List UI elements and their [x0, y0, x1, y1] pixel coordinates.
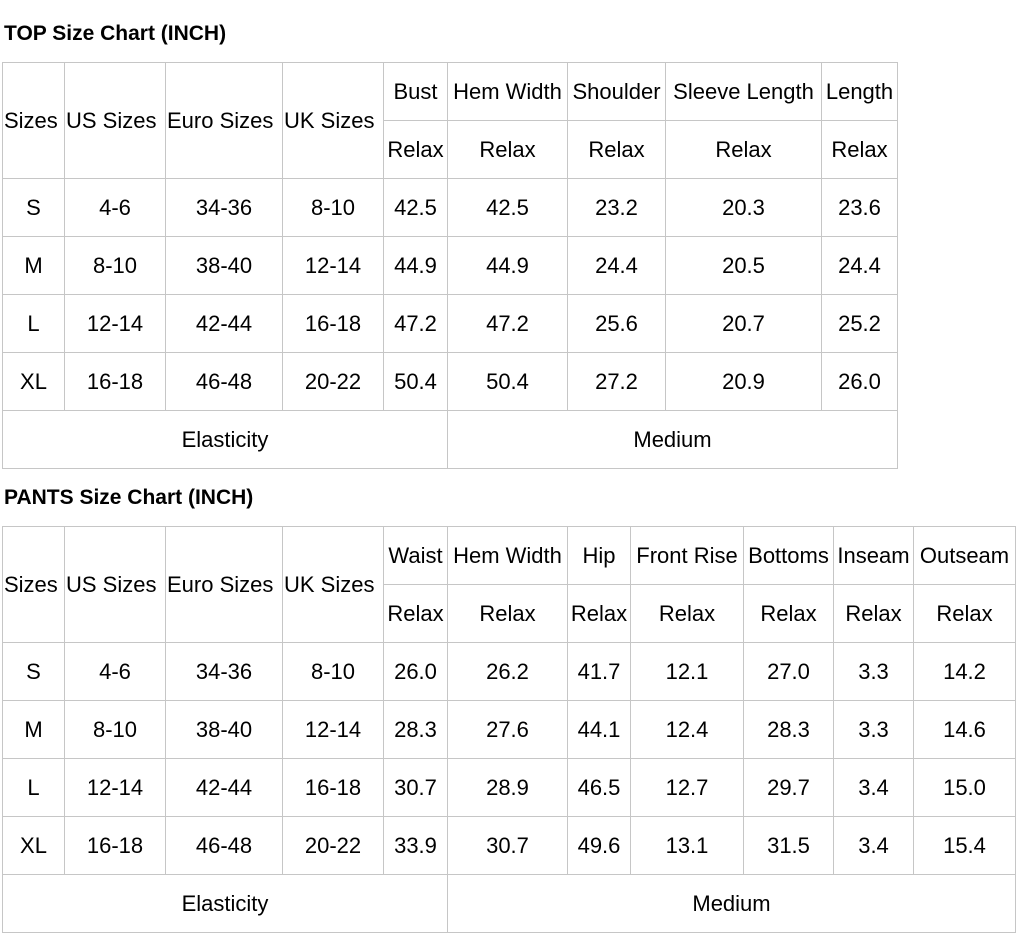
fit-label: Relax — [448, 585, 568, 643]
elasticity-row — [3, 411, 898, 469]
table-cell: 3.4 — [834, 817, 914, 875]
table-row-l — [3, 295, 898, 353]
header-uk-sizes: UK Sizes — [283, 63, 384, 179]
table-cell: 16-18 — [65, 817, 166, 875]
table-cell: 27.0 — [744, 643, 834, 701]
elasticity-label: Elasticity — [3, 411, 448, 469]
table-cell: 42-44 — [166, 759, 283, 817]
table-cell: 8-10 — [283, 179, 384, 237]
header-uk-sizes: UK Sizes — [283, 527, 384, 643]
table-cell: S — [3, 179, 65, 237]
table-row-s — [3, 179, 898, 237]
top-size-table — [2, 62, 898, 469]
header-hip: Hip — [568, 527, 631, 585]
table-cell: 12-14 — [283, 237, 384, 295]
header-euro-sizes: Euro Sizes — [166, 527, 283, 643]
fit-label: Relax — [384, 121, 448, 179]
table-row-xl — [3, 817, 1016, 875]
table-cell: 20.7 — [666, 295, 822, 353]
table-cell: 16-18 — [65, 353, 166, 411]
table-cell: XL — [3, 817, 65, 875]
table-cell: 4-6 — [65, 643, 166, 701]
table-row-xl — [3, 353, 898, 411]
header-hem-width: Hem Width — [448, 63, 568, 121]
table-cell: 23.2 — [568, 179, 666, 237]
table-cell: 27.6 — [448, 701, 568, 759]
table-cell: 46-48 — [166, 353, 283, 411]
table-cell: 28.3 — [384, 701, 448, 759]
table-cell: 20-22 — [283, 353, 384, 411]
table-cell: 38-40 — [166, 237, 283, 295]
table-cell: 29.7 — [744, 759, 834, 817]
fit-label: Relax — [384, 585, 448, 643]
table-cell: 12.7 — [631, 759, 744, 817]
table-row-s — [3, 643, 1016, 701]
header-sizes: Sizes — [3, 527, 65, 643]
table-cell: M — [3, 701, 65, 759]
table-header-row — [3, 63, 898, 121]
table-row-l — [3, 759, 1016, 817]
table-cell: 42.5 — [448, 179, 568, 237]
table-cell: 24.4 — [568, 237, 666, 295]
table-cell: 12.4 — [631, 701, 744, 759]
header-inseam: Inseam — [834, 527, 914, 585]
table-cell: 25.6 — [568, 295, 666, 353]
table-cell: 8-10 — [65, 701, 166, 759]
table-cell: 50.4 — [384, 353, 448, 411]
table-cell: 41.7 — [568, 643, 631, 701]
table-cell: 44.9 — [448, 237, 568, 295]
table-cell: 47.2 — [448, 295, 568, 353]
table-cell: 12-14 — [283, 701, 384, 759]
table-cell: 3.3 — [834, 701, 914, 759]
table-cell: 8-10 — [65, 237, 166, 295]
table-cell: 14.6 — [914, 701, 1016, 759]
table-cell: 30.7 — [384, 759, 448, 817]
table-cell: 16-18 — [283, 759, 384, 817]
table-cell: 26.0 — [822, 353, 898, 411]
table-cell: 27.2 — [568, 353, 666, 411]
fit-label: Relax — [822, 121, 898, 179]
fit-label: Relax — [568, 585, 631, 643]
table-cell: 3.3 — [834, 643, 914, 701]
fit-label: Relax — [631, 585, 744, 643]
table-header-row — [3, 527, 1016, 585]
table-cell: 47.2 — [384, 295, 448, 353]
table-cell: 31.5 — [744, 817, 834, 875]
elasticity-value: Medium — [448, 411, 898, 469]
pants-size-table — [2, 526, 1016, 933]
table-cell: 25.2 — [822, 295, 898, 353]
table-cell: 26.2 — [448, 643, 568, 701]
pants-size-chart-title: PANTS Size Chart (INCH) — [4, 486, 254, 509]
table-cell: 4-6 — [65, 179, 166, 237]
fit-label: Relax — [744, 585, 834, 643]
table-cell: 42.5 — [384, 179, 448, 237]
top-size-chart-title: TOP Size Chart (INCH) — [4, 22, 227, 45]
header-front-rise: Front Rise — [631, 527, 744, 585]
table-cell: S — [3, 643, 65, 701]
table-cell: 20.3 — [666, 179, 822, 237]
table-row-m — [3, 701, 1016, 759]
fit-label: Relax — [448, 121, 568, 179]
table-cell: 44.1 — [568, 701, 631, 759]
header-length: Length — [822, 63, 898, 121]
header-euro-sizes: Euro Sizes — [166, 63, 283, 179]
header-outseam: Outseam — [914, 527, 1016, 585]
table-cell: 24.4 — [822, 237, 898, 295]
table-cell: 44.9 — [384, 237, 448, 295]
header-bottoms: Bottoms — [744, 527, 834, 585]
elasticity-row — [3, 875, 1016, 933]
table-cell: 12.1 — [631, 643, 744, 701]
table-cell: 30.7 — [448, 817, 568, 875]
table-cell: 13.1 — [631, 817, 744, 875]
table-cell: 26.0 — [384, 643, 448, 701]
table-row-m — [3, 237, 898, 295]
header-bust: Bust — [384, 63, 448, 121]
table-cell: 14.2 — [914, 643, 1016, 701]
elasticity-label: Elasticity — [3, 875, 448, 933]
table-cell: 28.3 — [744, 701, 834, 759]
table-cell: 15.4 — [914, 817, 1016, 875]
fit-label: Relax — [914, 585, 1016, 643]
header-sizes: Sizes — [3, 63, 65, 179]
table-cell: 34-36 — [166, 643, 283, 701]
table-cell: 23.6 — [822, 179, 898, 237]
table-cell: L — [3, 759, 65, 817]
table-cell: 8-10 — [283, 643, 384, 701]
table-cell: 20.9 — [666, 353, 822, 411]
fit-label: Relax — [666, 121, 822, 179]
table-cell: 34-36 — [166, 179, 283, 237]
table-cell: L — [3, 295, 65, 353]
table-cell: 28.9 — [448, 759, 568, 817]
table-cell: 12-14 — [65, 759, 166, 817]
table-cell: M — [3, 237, 65, 295]
elasticity-value: Medium — [448, 875, 1016, 933]
table-cell: 15.0 — [914, 759, 1016, 817]
fit-label: Relax — [568, 121, 666, 179]
header-us-sizes: US Sizes — [65, 527, 166, 643]
header-hem-width: Hem Width — [448, 527, 568, 585]
table-cell: 42-44 — [166, 295, 283, 353]
table-cell: 49.6 — [568, 817, 631, 875]
table-cell: 38-40 — [166, 701, 283, 759]
table-cell: 50.4 — [448, 353, 568, 411]
table-cell: 20-22 — [283, 817, 384, 875]
header-sleeve-length: Sleeve Length — [666, 63, 822, 121]
table-cell: 16-18 — [283, 295, 384, 353]
table-cell: 46-48 — [166, 817, 283, 875]
table-cell: 3.4 — [834, 759, 914, 817]
table-cell: 46.5 — [568, 759, 631, 817]
fit-label: Relax — [834, 585, 914, 643]
table-cell: XL — [3, 353, 65, 411]
header-us-sizes: US Sizes — [65, 63, 166, 179]
header-shoulder: Shoulder — [568, 63, 666, 121]
table-cell: 33.9 — [384, 817, 448, 875]
header-waist: Waist — [384, 527, 448, 585]
table-cell: 20.5 — [666, 237, 822, 295]
table-cell: 12-14 — [65, 295, 166, 353]
